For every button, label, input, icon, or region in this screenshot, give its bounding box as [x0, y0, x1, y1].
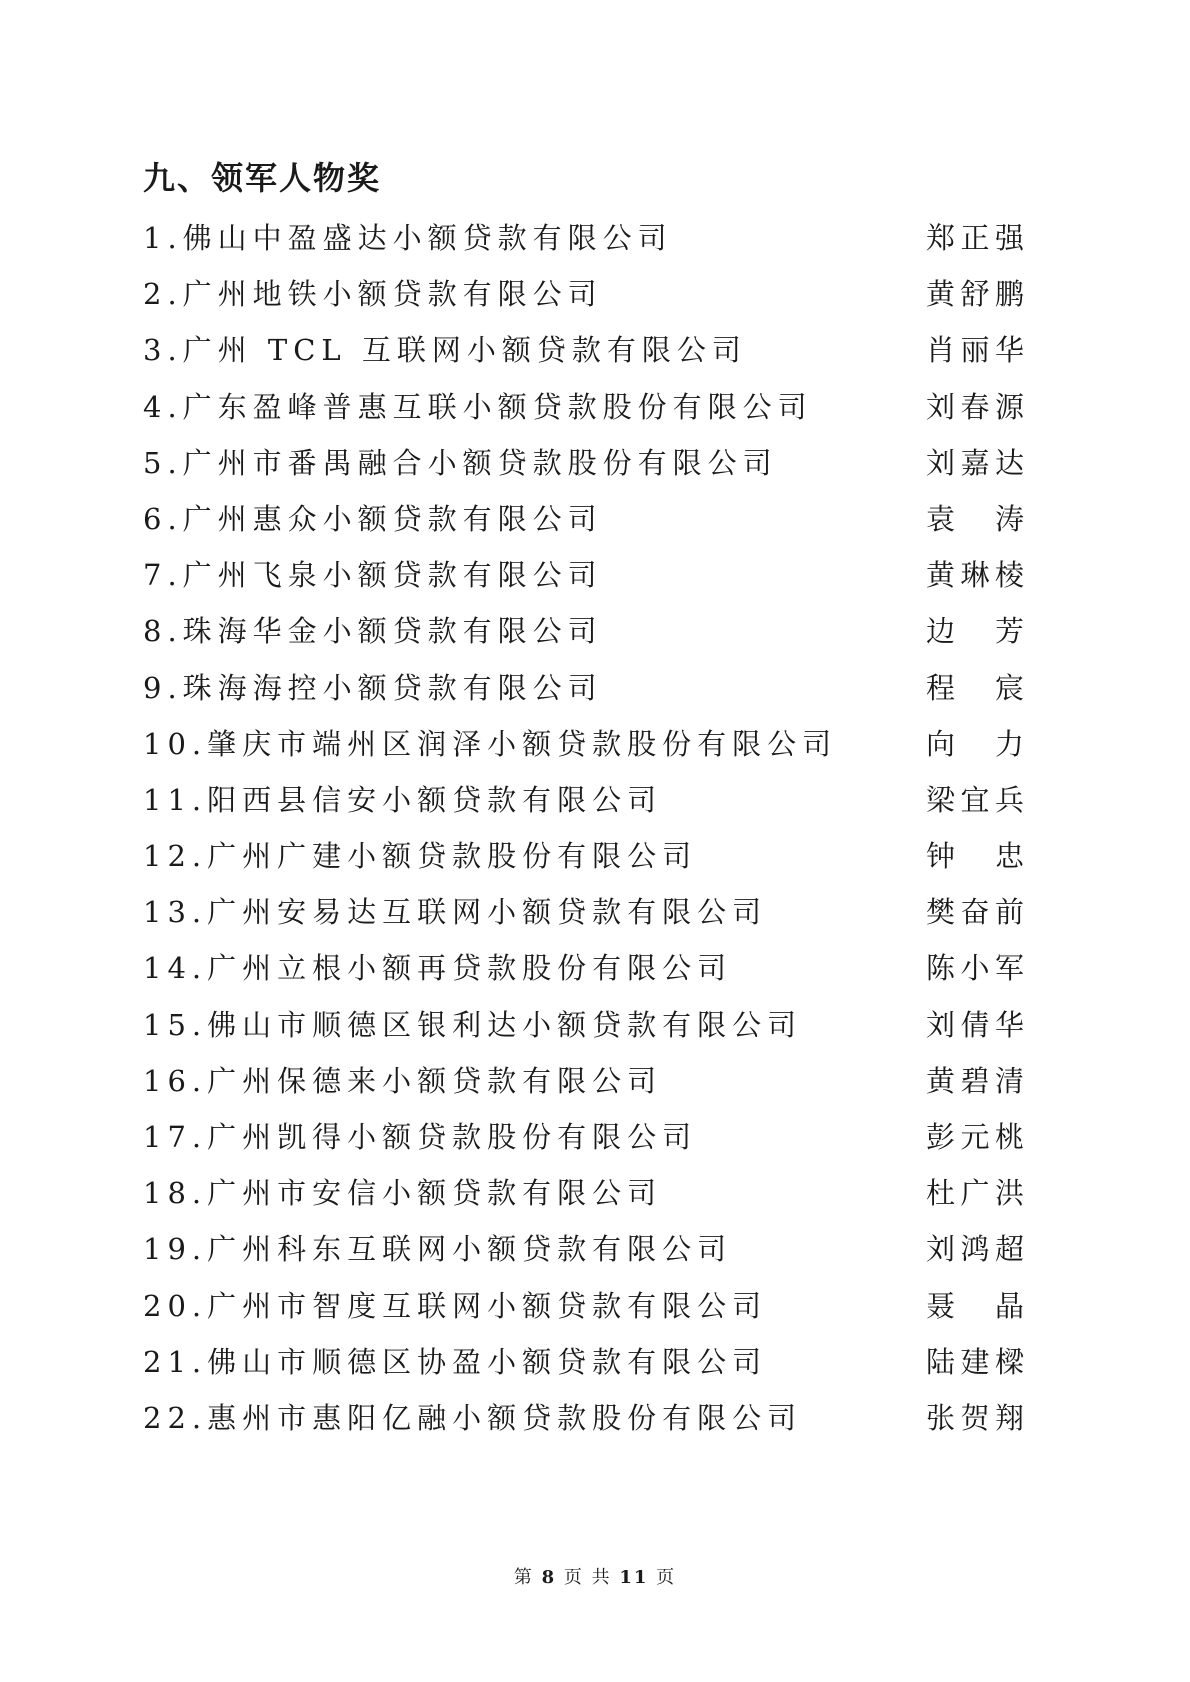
- list-item: [143, 888, 1026, 944]
- list-item: [143, 1338, 1026, 1394]
- company-name: 5.广州市番禺融合小额贷款股份有限公司: [143, 445, 778, 480]
- person-name: 杜广洪: [926, 1176, 1026, 1211]
- company-name: 2.广州地铁小额贷款有限公司: [143, 277, 603, 312]
- person-name: 黄碧清: [926, 1063, 1026, 1098]
- person-name: 张贺翔: [926, 1400, 1026, 1435]
- company-name: 15.佛山市顺德区银利达小额贷款有限公司: [143, 1007, 803, 1042]
- company-name: 21.佛山市顺德区协盈小额贷款有限公司: [143, 1344, 768, 1379]
- company-name: 3.广州 TCL 互联网小额贷款有限公司: [143, 333, 747, 368]
- person-name: 向 力: [926, 726, 1026, 761]
- list-item: [143, 1394, 1026, 1450]
- list-item: [143, 1225, 1026, 1281]
- company-name: 4.广东盈峰普惠互联小额贷款股份有限公司: [143, 389, 813, 424]
- award-list: [143, 214, 1026, 1450]
- list-item: [143, 1113, 1026, 1169]
- list-item: [143, 214, 1026, 270]
- person-name: 郑正强: [926, 221, 1026, 255]
- company-name: 14.广州立根小额再贷款股份有限公司: [143, 951, 733, 986]
- list-item: [143, 1169, 1026, 1225]
- company-name: 18.广州市安信小额贷款有限公司: [143, 1176, 663, 1211]
- person-name: 刘春源: [926, 389, 1026, 424]
- person-name: 黄琳棱: [926, 558, 1026, 593]
- person-name: 刘鸿超: [926, 1232, 1026, 1267]
- list-item: [143, 1282, 1026, 1338]
- company-name: 12.广州广建小额贷款股份有限公司: [143, 839, 698, 874]
- company-name: 10.肇庆市端州区润泽小额贷款股份有限公司: [143, 726, 838, 761]
- company-name: 22.惠州市惠阳亿融小额贷款股份有限公司: [143, 1400, 803, 1435]
- list-item: [143, 383, 1026, 439]
- company-name: 8.珠海华金小额贷款有限公司: [143, 614, 603, 649]
- person-name: 陈小军: [926, 951, 1026, 986]
- person-name: 钟 忠: [926, 839, 1026, 874]
- company-name: 11.阳西县信安小额贷款有限公司: [143, 782, 663, 817]
- person-name: 程 宸: [926, 670, 1026, 705]
- person-name: 樊奋前: [926, 895, 1026, 930]
- list-item: [143, 664, 1026, 720]
- company-name: 20.广州市智度互联网小额贷款有限公司: [143, 1288, 768, 1323]
- list-item: [143, 832, 1026, 888]
- person-name: 黄舒鹏: [926, 277, 1026, 312]
- footer-prefix: 第: [513, 1567, 534, 1588]
- person-name: 边 芳: [926, 614, 1026, 649]
- person-name: 肖丽华: [926, 333, 1026, 368]
- section-heading: 九、领军人物奖: [143, 159, 382, 197]
- company-name: 16.广州保德来小额贷款有限公司: [143, 1063, 663, 1098]
- list-item: [143, 551, 1026, 607]
- page-footer: [0, 1563, 1190, 1589]
- person-name: 聂 晶: [926, 1288, 1026, 1323]
- page-number: 8: [541, 1567, 557, 1588]
- company-name: 7.广州飞泉小额贷款有限公司: [143, 558, 603, 593]
- company-name: 19.广州科东互联网小额贷款有限公司: [143, 1232, 733, 1267]
- person-name: 彭元桃: [926, 1120, 1026, 1154]
- person-name: 袁 涛: [926, 501, 1026, 536]
- list-item: [143, 776, 1026, 832]
- footer-suffix: 页: [656, 1567, 677, 1588]
- list-item: [143, 1001, 1026, 1057]
- company-name: 17.广州凯得小额贷款股份有限公司: [143, 1120, 698, 1154]
- list-item: [143, 1057, 1026, 1113]
- company-name: 1.佛山中盈盛达小额贷款有限公司: [143, 221, 673, 255]
- list-item: [143, 326, 1026, 382]
- footer-middle: 页 共: [563, 1567, 612, 1588]
- list-item: [143, 495, 1026, 551]
- person-name: 刘倩华: [926, 1007, 1026, 1042]
- company-name: 9.珠海海控小额贷款有限公司: [143, 670, 603, 705]
- person-name: 陆建樑: [926, 1344, 1026, 1379]
- list-item: [143, 607, 1026, 663]
- list-item: [143, 944, 1026, 1000]
- list-item: [143, 720, 1026, 776]
- list-item: [143, 270, 1026, 326]
- person-name: 梁宜兵: [926, 782, 1026, 817]
- company-name: 6.广州惠众小额贷款有限公司: [143, 501, 603, 536]
- company-name: 13.广州安易达互联网小额贷款有限公司: [143, 895, 768, 930]
- total-pages: 11: [619, 1567, 649, 1588]
- list-item: [143, 439, 1026, 495]
- person-name: 刘嘉达: [926, 445, 1026, 480]
